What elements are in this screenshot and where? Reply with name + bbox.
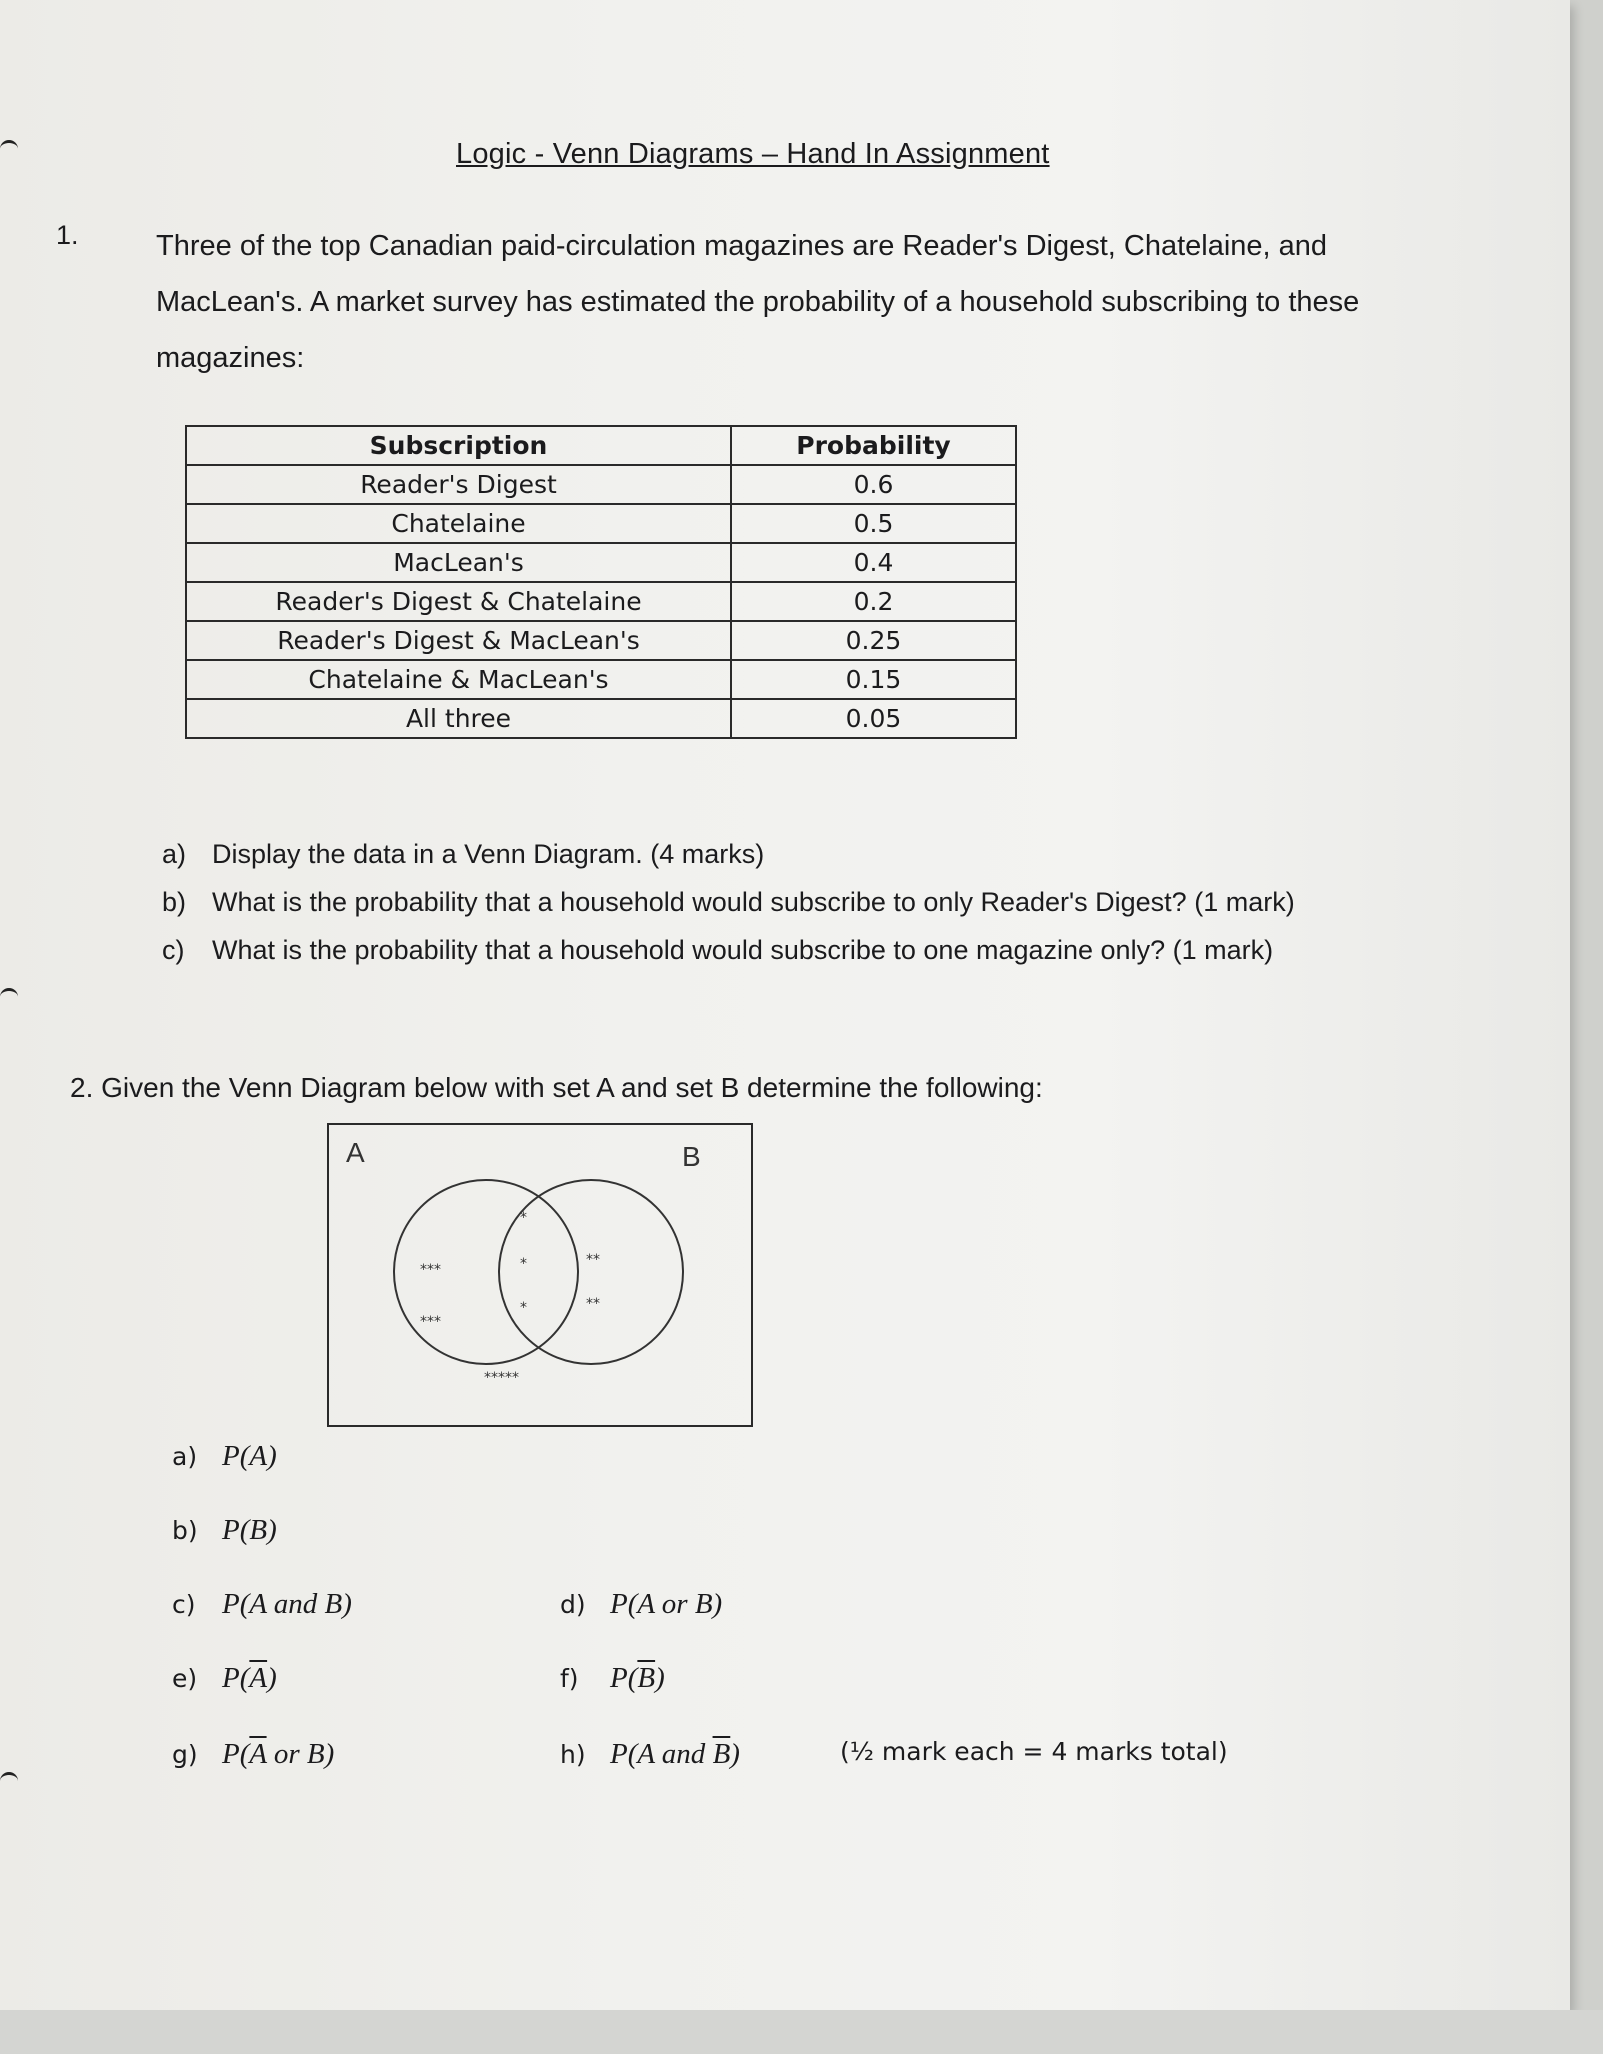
- question-1-text: Three of the top Canadian paid-circulation magazines are Reader's Digest, Chatelaine, and MacLean's. A market survey has estimated the probability of a household subscribing to these magazines:: [156, 230, 1360, 374]
- question-1-parts: [162, 830, 1295, 974]
- expr-suffix: or B): [266, 1738, 335, 1770]
- intersection-element: *: [520, 1300, 527, 1316]
- probability-cell: 0.25: [731, 621, 1016, 660]
- subscription-cell: Reader's Digest: [186, 465, 731, 504]
- column-header-probability: Probability: [731, 426, 1016, 465]
- part-text: Display the data in a Venn Diagram. (4 marks): [212, 839, 765, 869]
- probability-cell: 0.2: [731, 582, 1016, 621]
- subscription-table: [185, 425, 1017, 739]
- set-a-label: A: [346, 1137, 365, 1168]
- subscription-cell: MacLean's: [186, 543, 731, 582]
- part-label: g): [172, 1740, 198, 1769]
- probability-cell: 0.5: [731, 504, 1016, 543]
- page-edge-mark: [0, 140, 18, 153]
- question-1-number: 1.: [56, 220, 79, 250]
- probability-cell: 0.6: [731, 465, 1016, 504]
- question-2-part-a: [172, 1440, 277, 1473]
- subscription-cell: Chatelaine: [186, 504, 731, 543]
- question-2-part-c: [172, 1588, 352, 1621]
- page-edge-mark: [0, 1772, 18, 1785]
- question-1-part-b: [162, 878, 1295, 926]
- outside-elements: *****: [484, 1370, 519, 1386]
- expr-prefix: P(: [610, 1662, 638, 1694]
- complement-symbol: $\overline{B}$: [712, 1738, 731, 1770]
- question-2-part-d: [560, 1588, 722, 1621]
- table-row: [186, 582, 1016, 621]
- column-header-subscription: Subscription: [186, 426, 731, 465]
- question-1-part-a: [162, 830, 1295, 878]
- venn-diagram: [326, 1122, 756, 1432]
- probability-cell: 0.05: [731, 699, 1016, 738]
- table-row: [186, 465, 1016, 504]
- a-only-elements: ***: [420, 1262, 441, 1278]
- b-only-elements: **: [586, 1296, 600, 1312]
- part-expression: P(A or B): [610, 1588, 723, 1620]
- part-label: a): [162, 839, 187, 869]
- part-expression: P(A and B): [222, 1588, 352, 1620]
- part-label: f): [560, 1664, 579, 1693]
- desk-surface: [0, 2010, 1603, 2054]
- table-row: [186, 543, 1016, 582]
- part-text: What is the probability that a household would subscribe to only Reader's Digest? (1 mark): [212, 887, 1295, 917]
- page-edge-mark: [0, 988, 18, 1001]
- complement-symbol: $\overline{A}$: [249, 1662, 268, 1694]
- table-row: [186, 504, 1016, 543]
- table-row: [186, 699, 1016, 738]
- question-2-text: 2. Given the Venn Diagram below with set A and set B determine the following:: [70, 1072, 1043, 1103]
- part-expression: P(B): [222, 1514, 277, 1546]
- a-only-elements: ***: [420, 1314, 441, 1330]
- expr-prefix: P(: [222, 1662, 250, 1694]
- complement-symbol: $\overline{B}$: [637, 1662, 656, 1694]
- part-label: a): [172, 1442, 198, 1471]
- expr-suffix: ): [730, 1738, 740, 1770]
- subscription-cell: Chatelaine & MacLean's: [186, 660, 731, 699]
- question-2-part-f: [560, 1662, 665, 1695]
- part-label: b): [162, 887, 187, 917]
- set-b-label: B: [682, 1141, 701, 1172]
- part-label: h): [560, 1740, 586, 1769]
- question-2-part-h: [560, 1738, 740, 1771]
- part-label: b): [172, 1516, 198, 1545]
- question-2-part-g: [172, 1738, 334, 1771]
- subscription-cell: All three: [186, 699, 731, 738]
- question-2-part-e: [172, 1662, 277, 1695]
- part-label: d): [560, 1590, 586, 1619]
- marks-note: (½ mark each = 4 marks total): [840, 1737, 1228, 1766]
- expr-prefix: P(A and: [610, 1738, 713, 1770]
- expr-prefix: P(: [222, 1738, 250, 1770]
- intersection-element: *: [520, 1256, 527, 1272]
- subscription-cell: Reader's Digest & Chatelaine: [186, 582, 731, 621]
- part-expression: P(A): [222, 1440, 277, 1472]
- question-1-part-c: [162, 926, 1295, 974]
- set-b-circle: [499, 1180, 683, 1364]
- page-title: Logic - Venn Diagrams – Hand In Assignment: [456, 138, 1050, 170]
- part-label: c): [172, 1590, 196, 1619]
- probability-cell: 0.15: [731, 660, 1016, 699]
- question-2-part-b: [172, 1514, 277, 1547]
- b-only-elements: **: [586, 1252, 600, 1268]
- part-label: e): [172, 1664, 198, 1693]
- subscription-cell: Reader's Digest & MacLean's: [186, 621, 731, 660]
- table-row: [186, 660, 1016, 699]
- part-label: c): [162, 935, 185, 965]
- expr-suffix: ): [267, 1662, 277, 1694]
- table-header-row: [186, 426, 1016, 465]
- complement-symbol: $\overline{A}$: [249, 1738, 267, 1770]
- table-row: [186, 621, 1016, 660]
- probability-cell: 0.4: [731, 543, 1016, 582]
- part-text: What is the probability that a household would subscribe to one magazine only? (1 mark): [212, 935, 1274, 965]
- intersection-element: *: [520, 1210, 527, 1226]
- expr-suffix: ): [655, 1662, 665, 1694]
